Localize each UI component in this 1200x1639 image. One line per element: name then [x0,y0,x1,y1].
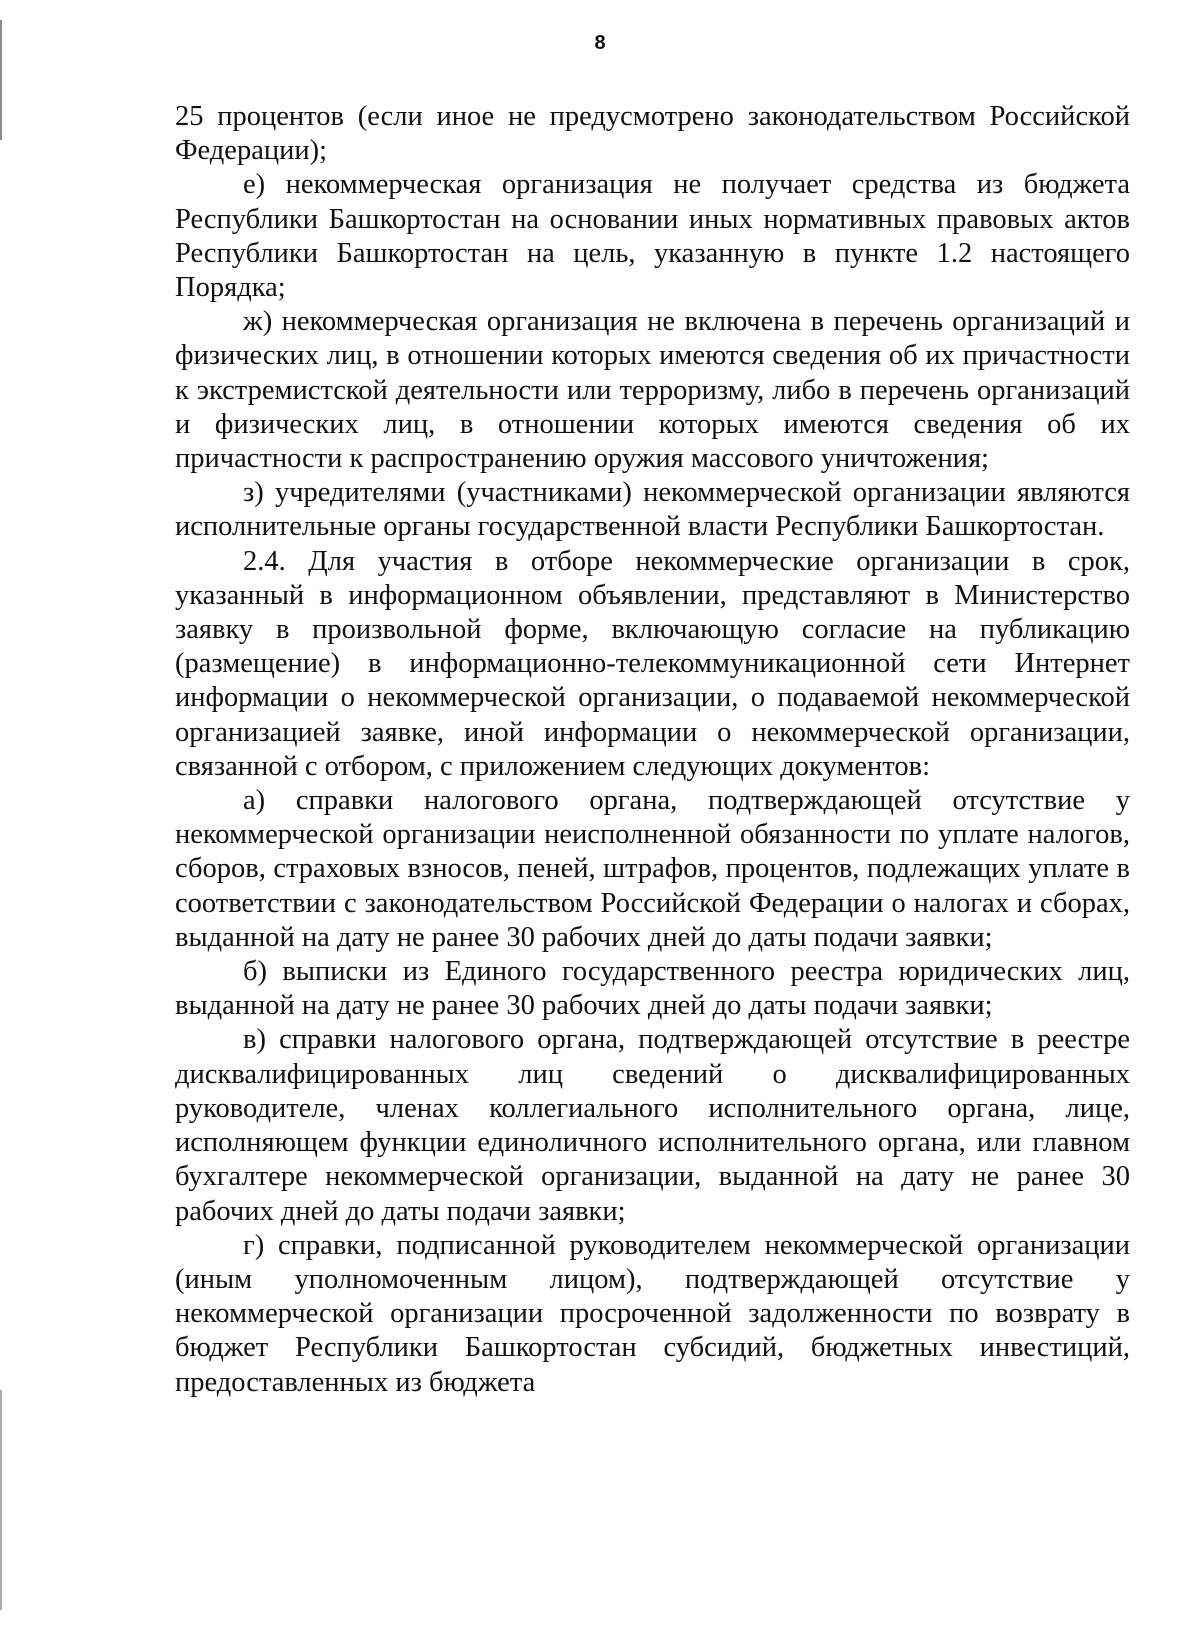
paragraph-section-2-4: 2.4. Для участия в отборе некоммерческие организации в срок, указанный в информационном объявлении, представляют в Министерство заявку в произвольной форме, включающую согласие на публикацию (размещение) в информационно-телекоммуникационной сети Интернет информации о некоммерческой организации, о подаваемой некоммерческой организацией заявке, иной информации о некоммерческой организации, связанной с отбором, с приложением следующих документов: [175,545,1130,782]
scan-edge-mark-bottom [0,1390,2,1610]
paragraph-item-a: а) справки налогового органа, подтверждающей отсутствие у некоммерческой организации неисполненной обязанности по уплате налогов, сборов, страховых взносов, пеней, штрафов, процентов, подлежащих уплате в соответствии с законодательством Российской Федерации о налогах и сборах, выданной на дату не ранее 30 рабочих дней до даты подачи заявки; [175,785,1130,953]
document-body [175,100,1130,1400]
paragraph-item-v: в) справки налогового органа, подтверждающей отсутствие в реестре дисквалифицированных лиц сведений о дисквалифицированных руководителе, членах коллегиального исполнительного органа, лице, исполняющем функции единоличного исполнительного органа, или главном бухгалтере некоммерческой организации, выданной на дату не ранее 30 рабочих дней до даты подачи заявки; [175,1024,1130,1227]
page-number: 8 [594,32,606,54]
paragraph-item-z: з) учредителями (участниками) некоммерческой организации являются исполнительные органы государственной власти Республики Башкортостан. [175,477,1130,543]
paragraph-item-g: г) справки, подписанной руководителем некоммерческой организации (иным уполномоченным лицом), подтверждающей отсутствие у некоммерческой организации просроченной задолженности по возврату в бюджет Республики Башкортостан субсидий, бюджетных инвестиций, предоставленных из бюджета [175,1229,1130,1398]
paragraph-continuation: 25 процентов (если иное не предусмотрено законодательством Российской Федерации); [175,101,1130,167]
paragraph-item-e: е) некоммерческая организация не получает средства из бюджета Республики Башкортостан на основании иных нормативных правовых актов Республики Башкортостан на цель, указанную в пункте 1.2 настоящего Порядка; [175,169,1130,304]
paragraph-item-zh: ж) некоммерческая организация не включена в перечень организаций и физических лиц, в отношении которых имеются сведения об их причастности к экстремистской деятельности или терроризму, либо в перечень организаций и физических лиц, в отношении которых имеются сведения об их причастности к распространению оружия массового уничтожения; [175,306,1130,475]
paragraph-item-b: б) выписки из Единого государственного реестра юридических лиц, выданной на дату не ранее 30 рабочих дней до даты подачи заявки; [175,956,1130,1022]
